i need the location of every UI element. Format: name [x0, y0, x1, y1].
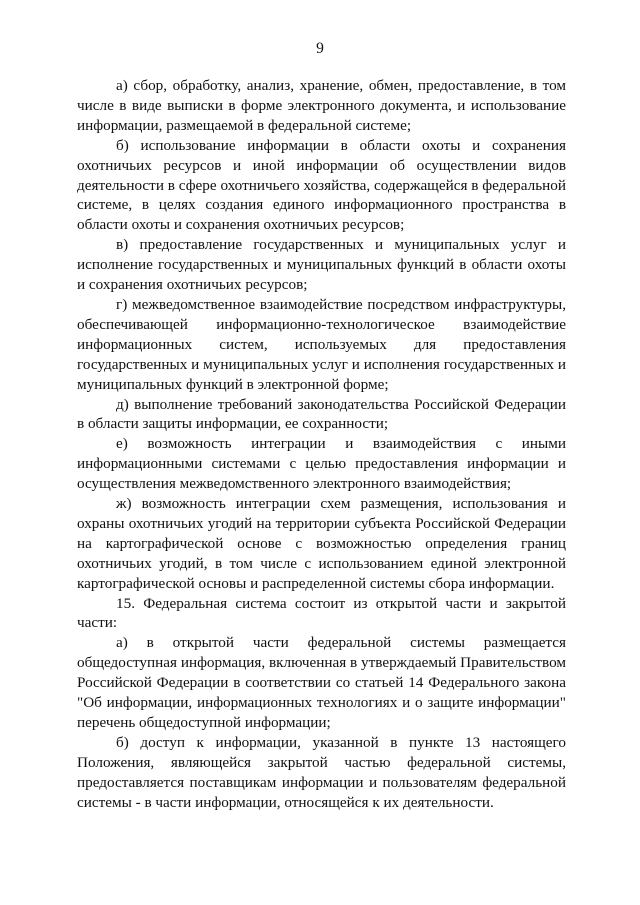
paragraph-zh: ж) возможность интеграции схем размещения, использования и охраны охотничьих угодий на территории субъекта Российской Федерации на картографической основе с возможностью определения границ охотничьих угодий, в том числе с использованием единой электронной картографической основы и распределенной системы сбора информации. — [77, 495, 566, 592]
paragraph-g: г) межведомственное взаимодействие посредством инфраструктуры, обеспечивающей информационно-технологическое взаимодействие информационных систем, используемых для предоставления государственных и муниципальных услуг и исполнения государственных и муниципальных функций в электронной форме; — [77, 295, 566, 393]
paragraph-15-b: б) доступ к информации, указанной в пункте 13 настоящего Положения, являющейся закрытой частью федеральной системы, предоставляется поставщикам информации и пользователям федеральной системы - в части информации, относящейся к их деятельности. — [77, 733, 566, 811]
paragraph-b: б) использование информации в области охоты и сохранения охотничьих ресурсов и иной информации об осуществлении видов деятельности в сфере охотничьего хозяйства, содержащейся в федеральной системе, в целях создания единого информационного пространства в области охоты и сохранения охотничьих ресурсов; — [77, 136, 566, 234]
page-number: 9 — [316, 40, 324, 57]
document-body — [77, 76, 566, 813]
paragraph-e: е) возможность интеграции и взаимодействия с иными информационными системами с целью предоставления информации и осуществления межведомственного электронного взаимодействия; — [77, 435, 566, 493]
paragraph-d: д) выполнение требований законодательства Российской Федерации в области защиты информации, ее сохранности; — [77, 395, 566, 433]
paragraph-v: в) предоставление государственных и муниципальных услуг и исполнение государственных и муниципальных функций в области охоты и сохранения охотничьих ресурсов; — [77, 236, 566, 294]
paragraph-a: а) сбор, обработку, анализ, хранение, обмен, предоставление, в том числе в виде выписки в форме электронного документа, и использование информации, размещаемой в федеральной системе; — [77, 77, 566, 134]
paragraph-15-a: а) в открытой части федеральной системы размещается общедоступная информация, включенная в утверждаемый Правительством Российской Федерации в соответствии со статьей 14 Федерального закона "Об информации, информационных технологиях и о защите информации" перечень общедоступной информации; — [77, 634, 566, 731]
paragraph-15: 15. Федеральная система состоит из открытой части и закрытой части: — [77, 594, 566, 632]
